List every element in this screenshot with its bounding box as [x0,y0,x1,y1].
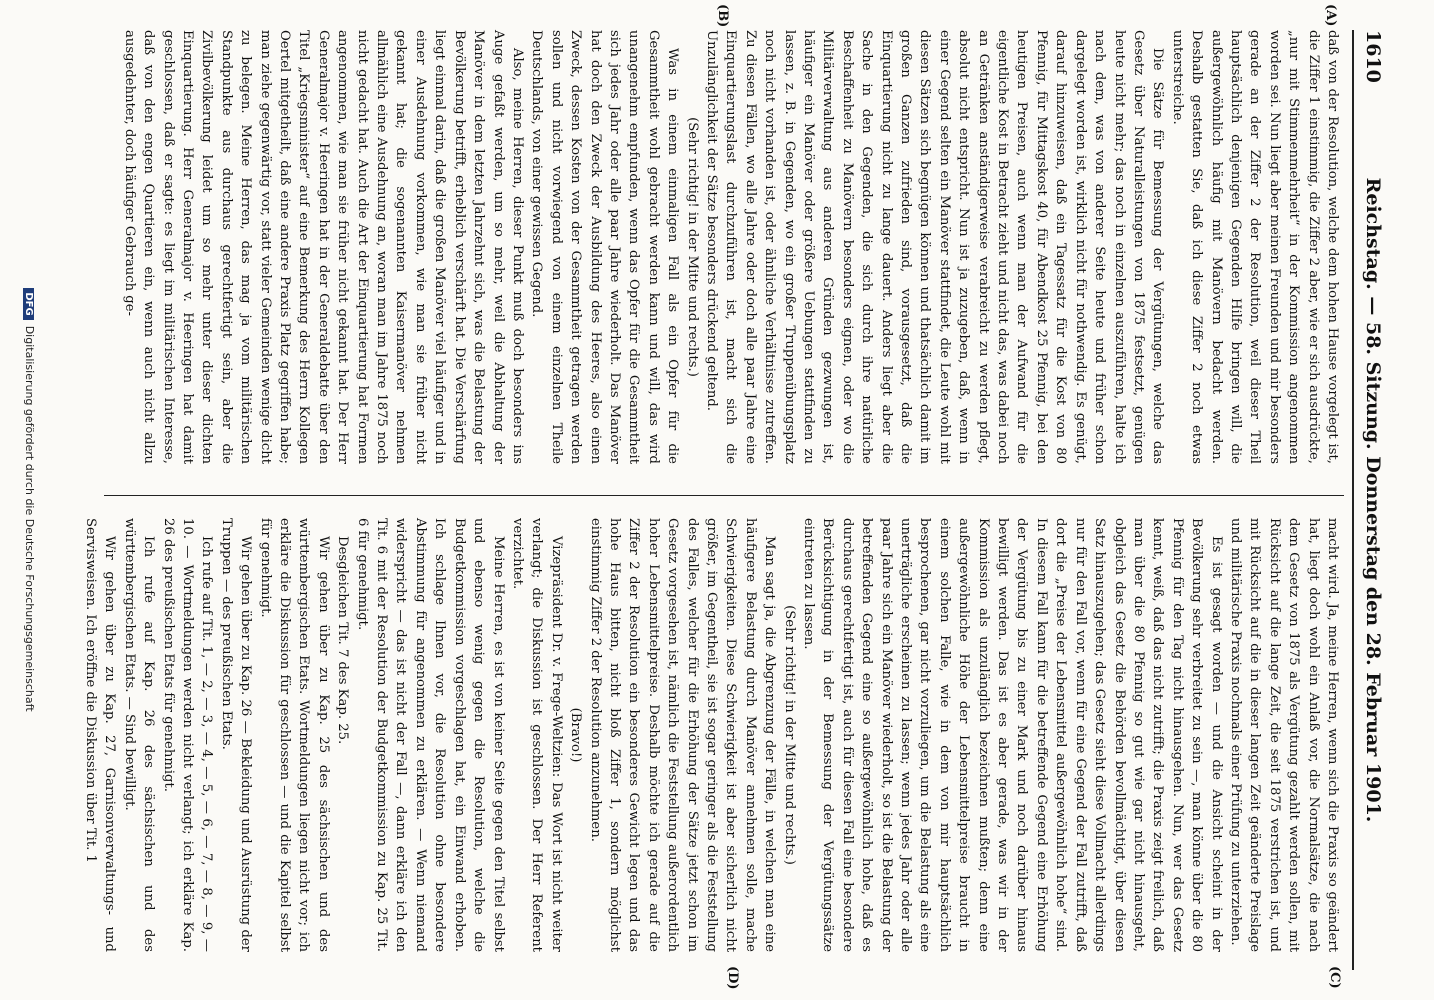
paragraph: macht wird. Ja, meine Herren, wenn sich die Praxis so geändert hat, liegt doch wohl ein Anlaß vor, die Normalsätze, die nach dem Gesetz von 1875 als Vergütung gezahlt werden sollen, mit Rücksicht auf die lange Zeit, die seit 1875 verstrichen ist, und mit Rücksicht auf die in dieser langen Zeit geänderte Preislage und militärische Praxis nochmals einer Prüfung zu unterziehen. [1227,518,1340,952]
right-text-column [83,518,1342,952]
digitization-footer [23,0,36,1000]
interjection: (Sehr richtig! in der Mitte und rechts.) [781,605,797,865]
column-divider [104,495,1344,496]
paragraph: Die Sätze für Bemessung der Vergütungen, welche das Gesetz über Naturalleistungen von 1875 festsetzt, genügen heute nicht mehr; das noch in einzelnen auszuführen, halte ich nach dem, was von anderer Seite heute und früher schon dargelegt worden ist, wirklich nicht für nothwendig. Es genügt, darauf hinzuweisen, daß ein Tagessatz für die Kost von 80 Pfennig, für Mittagskost 40, für Abendkost 25 Pfennig, bei den heutigen Preisen, auch wenn man der Aufwand für die eigentliche Kost in Betracht zieht und nicht das, was dabei noch an Getränken anständigerweise verabreicht zu werden pflegt, absolut nicht entspricht. Nun ist ja zuzugeben, daß, wenn in einer Gegend selten ein Manöver stattfindet, die Leute wohl mit diesen Sätzen sich begnügen können und thatsächlich damit im großen Ganzen zufrieden sind, vorausgesetzt, daß die Einquartierung nicht zu lange dauert. Anders liegt aber die Sache in den Gegenden, die sich durch ihre natürliche Beschaffenheit zu Manövern besonders eignen, oder wo die Militärverwaltung aus anderen Gründen gezwungen ist, häufiger ein Manöver oder größere Uebungen stattfinden zu lassen, z. B. in Gegenden, wo ein großer Truppenübungsplatz noch nicht vorhanden ist, oder ähnliche Verhältnisse zutreffen. Zu diesen Fällen, wo alle Jahre oder doch alle paar Jahre eine Einquartierungslast durchzuführen ist, macht sich die Unzulänglichkeit der Sätze besonders drückend geltend. [704,30,1166,464]
paragraph: Wir gehen über zu Kap. 25 des sächsischen und des württembergischen Etats. Wortmeldungen liegen nicht vor; ich erkläre die Diskussion für geschlossen — und die Kapitel selbst für genehmigt. [257,518,331,952]
margin-marker-b: (B) [715,4,730,28]
paragraph: Meine Herren, es ist von keiner Seite gegen den Titel selbst und ebenso wenig gegen die Resolution, welche die Budgetkommission vorgeschlagen hat, ein Einwand erhoben. Ich schlage Ihnen vor, die Resolution ohne besondere Abstimmung für angenommen zu erklären. — Wenn niemand widerspricht — das ist nicht der Fall —, dann erkläre ich den Tit. 6 mit der Resolution der Budgetkommission zu Kap. 25 Tit. 6 für genehmigt. [354,518,506,952]
page-header [1352,30,1390,970]
paragraph: Ich rufe auf Tit. 1, — 2, — 3, — 4, — 5, — 6, — 7, — 8, — 9, — 10. — Wortmeldungen werden nicht verlangt; ich erkläre Kap. 26 des preußischen Etats für genehmigt. [160,518,215,952]
page-title: Reichstag. — 58. Sitzung. Donnerstag den 28. Februar 1901. [1362,177,1384,823]
margin-marker-c: (C) [1327,966,1342,989]
interjection: (Sehr richtig! in der Mitte und rechts.) [684,117,700,377]
paragraph: daß von der Resolution, welche dem hohen Hause vorgelegt ist, die Ziffer 1 einstimmig, die Ziffer 2 aber, wie er sich ausdrückte, „nur mit Stimmenmehrheit“ in der Kommission angenommen worden sei. Nun liegt aber meinen Freunden und mir besonders gerade an der Ziffer 2 der Resolution, weil dieser Theil hauptsächlich denjenigen Gegenden Hilfe bringen will, die außergewöhnlich häufig mit Manövern bedacht werden. Deshalb gestatten Sie, daß ich diese Ziffer 2 noch etwas unterstreiche. [1169,30,1340,464]
margin-marker-a: (A) [1323,4,1338,27]
margin-marker-d: (D) [725,966,740,990]
paragraph: Wir gehen über zu Kap. 27, Garnisonverwaltungs- und Servisweisen. Ich eröffne die Diskussion über Tit. 1 [83,518,118,952]
dfg-logo: DFG [23,288,34,319]
paragraph: Vizepräsident Dr. v. Frege-Weltzien: Das Wort ist nicht weiter verlangt; die Diskussion ist geschlossen. Der Herr Referent verzichtet. [509,518,564,952]
paragraph: Wir gehen über zu Kap. 26 — Bekleidung und Ausrüstung der Truppen — des preußischen Etats. [218,518,254,952]
paragraph: Ich rufe auf Kap. 26 des sächsischen und des württembergischen Etats. — Sind bewilligt. [121,518,157,952]
paragraph: Also, meine Herren, dieser Punkt muß doch besonders ins Auge gefaßt werden, um so mehr, weil die Abhaltung der Manöver in dem letzten Jahrzehnt sich, was die Belastung der Bevölkerung betrifft, erheblich verschärft hat. Die Verschärfung liegt einmal darin, daß die großen Manöver viel häufiger und in einer Ausdehnung vorkommen, wie man sie früher nicht gekannt hat; die sogenannten Kaisermanöver nehmen allmählich eine Ausdehnung an, woran man im Jahre 1875 noch nicht gedacht hat. Auch die Art der Einquartierung hat Formen angenommen, wie man sie früher nicht gekannt hat. Der Herr Generalmajor v. Heeringen hat in der Generaldebatte über den Titel „Kriegsminister“ auf eine Bemerkung des Herrn Kollegen Oertel mitgetheilt, daß eine andere Praxis Platz gegriffen habe; man ziehe gegenwärtig vor, statt vieler Gemeinden wenige dicht zu belegen. Meine Herren, das mag ja vom militärischen Standpunkte aus durchaus gerechtfertigt sein, aber die Zivilbevölkerung leidet um so mehr unter dieser dichten Einquartierung. Herr Generalmajor v. Heeringen hat damit geschlossen, daß er sagte: es liegt im militärischen Interesse, daß von den engen Quartieren ein, wenn auch nicht allzu ausgedehnter, doch häufiger Gebrauch ge- [121,30,525,464]
interjection: (Bravo!) [568,707,584,763]
paragraph: Was in einem einmaligen Fall als ein Opfer für die Gesammtheit wohl gebracht werden kann und will, das wird unangenehm empfunden, wenn das Opfer für die Gesammtheit sich jedes Jahr oder alle paar Jahre wiederholt. Das Manöver hat doch den Zweck der Ausbildung des Heeres, also einen Zweck, dessen Kosten von der Gesammtheit getragen werden sollen und nicht vorwiegend von einem einzelnen Theile Deutschlands, von einer gewissen Gegend. [529,30,681,464]
paragraph: Man sagt ja, die Abgrenzung der Fälle, in welchen man eine häufigere Belastung durch Manöver annehmen solle, mache Schwierigkeiten. Diese Schwierigkeit ist aber sicherlich nicht größer, im Gegentheil, sie ist sogar geringer als die Feststellung des Falles, welcher für die Erhöhung der Sätze jetzt schon im Gesetz vorgesehen ist, nämlich die Feststellung außerordentlich hoher Lebensmittelpreise. Deshalb möchte ich gerade auf die Ziffer 2 der Resolution ein besonderes Gewicht legen und das hohe Haus bitten, nicht bloß Ziffer 1, sondern möglichst einstimmig Ziffer 2 der Resolution anzunehmen. [587,518,778,952]
left-text-column [112,30,1342,464]
paragraph: Desgleichen Tit. 7 des Kap. 25. [335,536,351,745]
footer-text: Digitalisierung gefördert durch die Deutsche Forschungsgemeinschaft [23,325,36,712]
paragraph: Es ist gesagt worden — und die Ansicht scheint in der Bevölkerung sehr verbreitet zu sein —, man könne über die 80 Pfennig für den Tag nicht hinausgehen. Nun, wer das Gesetz kennt, weiß, daß das nicht zutrifft; die Praxis zeigt freilich, daß man über die 80 Pfennig so gut wie gar nicht hinausgeht, obgleich das Gesetz die Behörden bevollmächtigt, über diesen Satz hinauszugehen; das Gesetz sieht diese Vollmacht allerdings nur für den Fall vor, wenn für eine Gegend der Fall zutrifft, daß dort die „Preise der Lebensmittel außergewöhnlich hohe“ sind. In diesem Fall kann für die betreffende Gegend eine Erhöhung der Vergütung bis zu einer Mark und noch darüber hinaus bewilligt werden. Das ist es aber gerade, was wir in der Kommission als unzulänglich bezeichnen mußten; denn eine außergewöhnliche Höhe der Lebensmittelpreise braucht in einem solchen Falle, wie in dem von mir hauptsächlich besprochenen, gar nicht vorzuliegen, um die Belastung als eine unerträgliche erscheinen zu lassen; wenn jedes Jahr oder alle paar Jahre sich ein Manöver wiederholt, so ist die Belastung der betreffenden Gegend eine so außergewöhnlich hohe, daß es durchaus gerechtfertigt ist, auch für diesen Fall eine besondere Berücksichtigung in der Bemessung der Vergütungssätze eintreten zu lassen. [801,518,1224,952]
page-number: 1610 [1362,30,1384,83]
